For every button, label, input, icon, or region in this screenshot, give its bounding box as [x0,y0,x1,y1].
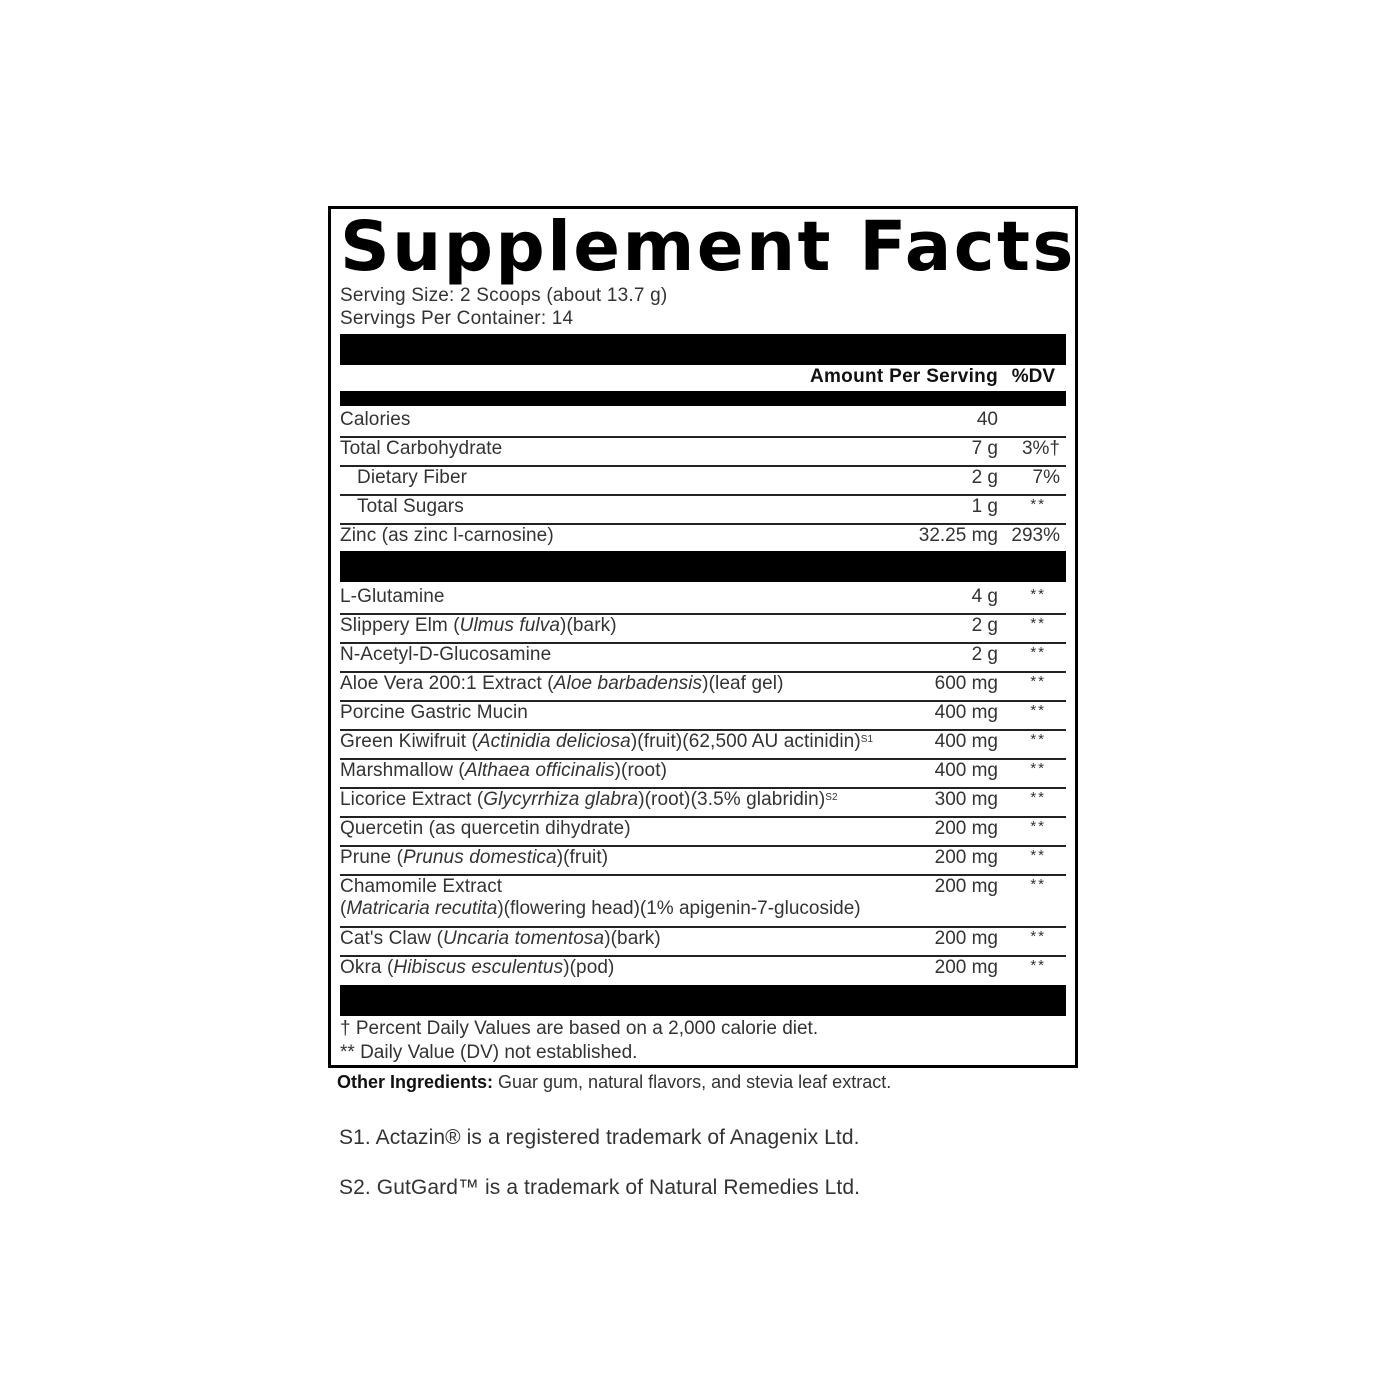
ingredient-amount: 400 mg [934,731,998,752]
ingredient-latin-name: Uncaria tomentosa [443,928,605,949]
ingredient-name [340,928,661,950]
nutrient-name: Zinc (as zinc l-carnosine) [340,525,554,546]
ingredient-part: )(bark) [604,928,661,949]
ingredient-row [340,789,1066,818]
nutrient-row [340,409,1066,438]
ingredient-name-line2 [340,898,861,920]
ingredient-part: )(fruit)(62,500 AU actinidin) [630,731,861,752]
ingredient-name [340,702,528,724]
ingredient-name [340,957,615,979]
ingredient-name [340,731,873,753]
ingredient-part: )(pod) [563,957,615,978]
trademark-s2: S2. GutGard™ is a trademark of Natural Remedies Ltd. [339,1176,861,1199]
nutrient-name: Total Sugars [357,496,464,517]
ingredient-name-text: Green Kiwifruit ( [340,731,478,752]
ingredient-amount: 2 g [971,615,998,636]
trademark-footnote-ref: S1 [860,734,874,745]
nutrient-row [340,467,1066,496]
other-ingredients-text: Guar gum, natural flavors, and stevia leaf extract. [493,1072,892,1092]
ingredient-amount: 300 mg [934,789,998,810]
ingredient-row [340,847,1066,876]
ingredient-dv: ** [1030,673,1046,690]
serving-size: Serving Size: 2 Scoops (about 13.7 g) [340,285,668,306]
ingredient-name [340,847,608,869]
nutrient-row [340,496,1066,525]
ingredient-dv: ** [1030,760,1046,777]
trademark-s1: S1. Actazin® is a registered trademark of Anagenix Ltd. [339,1126,860,1149]
nutrient-amount: 40 [976,409,998,430]
nutrient-amount: 32.25 mg [918,525,998,546]
ingredient-row [340,957,1066,984]
ingredient-name [340,615,617,637]
ingredient-name [340,876,502,898]
ingredient-name-text: Prune ( [340,847,404,868]
ingredient-amount: 400 mg [934,760,998,781]
ingredient-amount: 2 g [971,644,998,665]
footnote-not-established: ** Daily Value (DV) not established. [340,1042,638,1063]
ingredient-dv: ** [1030,644,1046,661]
ingredient-row [340,876,1066,928]
ingredient-dv: ** [1030,957,1046,974]
ingredient-dv: ** [1030,731,1046,748]
ingredient-dv: ** [1030,818,1046,835]
medium-divider [340,391,1066,406]
ingredient-name-text: N-Acetyl-D-Glucosamine [340,644,552,665]
nutrient-amount: 1 g [971,496,998,517]
ingredient-name [340,644,551,666]
ingredient-amount: 400 mg [934,702,998,723]
ingredient-part: )(root)(3.5% glabridin) [638,789,826,810]
ingredient-name-text: Marshmallow ( [340,760,465,781]
ingredient-name [340,673,784,695]
ingredient-latin-name: Glycyrrhiza glabra [483,789,639,810]
ingredient-latin-name: Actinidia deliciosa [477,731,631,752]
ingredient-name-text: L-Glutamine [340,586,445,607]
ingredient-name-text: Chamomile Extract [340,876,503,897]
ingredient-dv: ** [1030,928,1046,945]
ingredient-row [340,928,1066,957]
nutrient-dv: 7% [1032,467,1060,488]
nutrient-dv: ** [1030,496,1046,513]
ingredient-part: )(root) [614,760,668,781]
nutrient-name: Dietary Fiber [357,467,468,488]
ingredient-amount: 200 mg [934,847,998,868]
ingredient-dv: ** [1030,876,1046,893]
ingredient-amount: 200 mg [934,928,998,949]
ingredient-dv: ** [1030,586,1046,603]
ingredient-name-text: Aloe Vera 200:1 Extract ( [340,673,554,694]
thick-divider [340,985,1066,1016]
ingredient-amount: 600 mg [934,673,998,694]
footnote-dagger: † Percent Daily Values are based on a 2,000 calorie diet. [340,1018,819,1039]
nutrient-row [340,525,1066,552]
ingredient-dv: ** [1030,702,1046,719]
ingredient-amount: 200 mg [934,818,998,839]
thick-divider [340,551,1066,582]
ingredient-latin-name: Hibiscus esculentus [393,957,564,978]
ingredient-row [340,673,1066,702]
ingredient-row [340,731,1066,760]
ingredient-latin-name: Althaea officinalis [464,760,615,781]
ingredient-dv: ** [1030,789,1046,806]
panel-title: Supplement Facts [340,207,1076,287]
ingredient-dv: ** [1030,615,1046,632]
nutrient-name: Total Carbohydrate [340,438,503,459]
ingredient-latin-name: Matricaria recutita [346,898,498,919]
ingredient-latin-name: Prunus domestica [403,847,557,868]
ingredient-part: )(bark) [560,615,617,636]
servings-per-container: Servings Per Container: 14 [340,308,574,329]
ingredient-name-text: Quercetin (as quercetin dihydrate) [340,818,631,839]
ingredient-name [340,760,667,782]
supplement-facts-panel [328,206,1078,1068]
ingredient-row [340,702,1066,731]
ingredient-part: )(leaf gel) [702,673,784,694]
trademark-footnote-ref: S2 [825,792,838,803]
ingredient-name [340,818,631,840]
ingredient-row [340,760,1066,789]
ingredient-name [340,789,838,811]
ingredient-latin-name: Aloe barbadensis [553,673,703,694]
nutrient-name: Calories [340,409,411,430]
ingredient-row [340,818,1066,847]
other-ingredients [337,1072,891,1093]
ingredient-paren: ( [340,898,347,919]
nutrient-amount: 7 g [971,438,998,459]
nutrient-amount: 2 g [971,467,998,488]
ingredient-amount: 200 mg [934,876,998,897]
ingredient-part: )(flowering head)(1% apigenin-7-glucoside) [497,898,861,919]
thick-divider [340,334,1066,365]
ingredient-name [340,586,445,608]
ingredient-dv: ** [1030,847,1046,864]
ingredient-name-text: Licorice Extract ( [340,789,484,810]
nutrient-dv: 293% [1011,525,1060,546]
ingredient-name-text: Okra ( [340,957,394,978]
ingredient-amount: 200 mg [934,957,998,978]
nutrient-row [340,438,1066,467]
ingredient-name-text: Slippery Elm ( [340,615,460,636]
ingredient-row [340,586,1066,615]
nutrient-dv: 3%† [1021,438,1060,459]
ingredient-part: )(fruit) [556,847,609,868]
ingredient-amount: 4 g [971,586,998,607]
ingredient-row [340,615,1066,644]
dv-header: %DV [1011,366,1055,387]
ingredient-name-text: Cat's Claw ( [340,928,444,949]
ingredient-row [340,644,1066,673]
other-ingredients-label: Other Ingredients: [337,1072,494,1092]
ingredient-latin-name: Ulmus fulva [459,615,561,636]
ingredient-name-text: Porcine Gastric Mucin [340,702,528,723]
amount-per-serving-header: Amount Per Serving [809,366,998,387]
panel-inner [340,207,1076,1065]
